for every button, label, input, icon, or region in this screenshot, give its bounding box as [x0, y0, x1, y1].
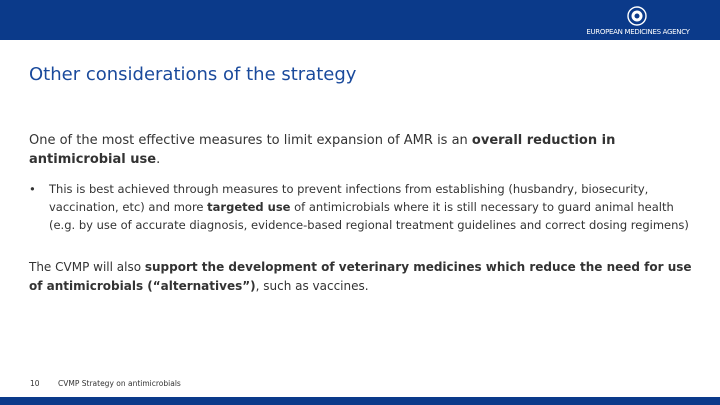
intro-text: One of the most effective measures to limit expansion of AMR is an [29, 133, 472, 148]
list-item [29, 180, 689, 234]
bullet-marker: • [29, 182, 36, 196]
cvmp-text: The CVMP will also [29, 260, 145, 274]
intro-emphasis: overall reduction in antimicrobial use [29, 133, 616, 167]
bullet-text: This is best achieved through measures to prevent infections from establishing (husbandry, biosecurity, vaccination, etc) and more [49, 182, 649, 214]
intro-paragraph [29, 131, 701, 169]
bullet-list [29, 180, 689, 234]
header-bar [0, 0, 720, 40]
cvmp-text-end: , such as vaccines. [255, 279, 369, 293]
page-title: Other considerations of the strategy [29, 64, 357, 85]
cvmp-paragraph [29, 258, 701, 296]
footer-bar [0, 397, 720, 405]
footer-text: CVMP Strategy on antimicrobials [58, 379, 181, 388]
bullet-text-end: of antimicrobials where it is still necessary to guard animal health (e.g. by use of accurate diagnosis, evidence-based regional treatment guidelines and correct dosing regimens) [49, 200, 689, 232]
bullet-emphasis: targeted use [207, 200, 291, 214]
ema-emblem-icon [625, 6, 649, 26]
cvmp-emphasis: support the development of veterinary medicines which reduce the need for use of antimicrobials (“alternatives”) [29, 260, 692, 293]
intro-text-end: . [156, 152, 161, 167]
agency-name: EUROPEAN MEDICINES AGENCY [586, 28, 690, 36]
ema-logo [582, 6, 694, 36]
page-number: 10 [30, 379, 40, 388]
